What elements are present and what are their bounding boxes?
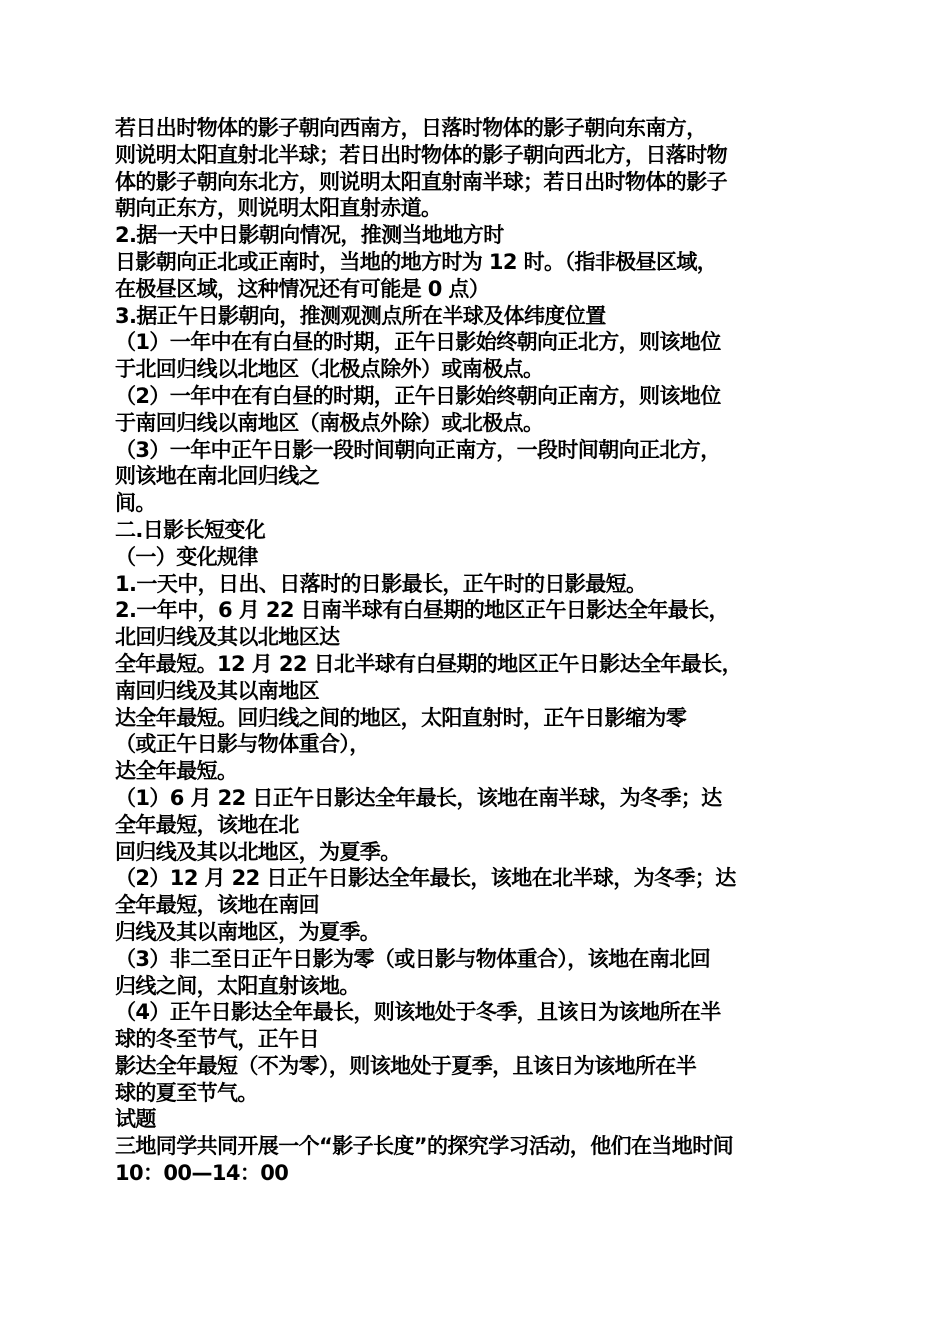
text-line: （1）6 月 22 日正午日影达全年最长，该地在南半球，为冬季；达 [115, 785, 722, 810]
text-line: （2）一年中在有白昼的时期，正午日影始终朝向正南方，则该地位 [115, 383, 721, 408]
text-line: 达全年最短。 [115, 759, 238, 784]
text-line: 二.日影长短变化 [115, 517, 266, 542]
text-line: 试题 [115, 1107, 156, 1132]
text-line: 朝向正东方，则说明太阳直射赤道。 [115, 196, 442, 221]
text-line: 则该地在南北回归线之 [115, 464, 319, 489]
text-line: （2）12 月 22 日正午日影达全年最长，该地在北半球，为冬季；达 [115, 866, 736, 891]
text-line: 10：00—14：00 [115, 1161, 289, 1186]
document-body [115, 115, 840, 1187]
text-line: 于南回归线以南地区（南极点外除）或北极点。 [115, 410, 544, 435]
text-line: 南回归线及其以南地区 [115, 678, 319, 703]
text-line: 回归线及其以北地区，为夏季。 [115, 839, 401, 864]
text-line: 全年最短，该地在南回 [115, 893, 319, 918]
text-line: 若日出时物体的影子朝向西南方，日落时物体的影子朝向东南方， [115, 116, 707, 140]
text-line: 归线及其以南地区，为夏季。 [115, 919, 381, 944]
text-line: 3.据正午日影朝向，推测观测点所在半球及体纬度位置 [115, 303, 606, 328]
text-line: 三地同学共同开展一个“影子长度”的探究学习活动，他们在当地时间 [115, 1134, 734, 1159]
text-line: （4）正午日影达全年最长，则该地处于冬季，且该日为该地所在半 [115, 1000, 721, 1025]
text-line: 日影朝向正北或正南时，当地的地方时为 12 时。（指非极昼区域， [115, 249, 718, 274]
text-line: 2.一年中，6 月 22 日南半球有白昼期的地区正午日影达全年最长， [115, 598, 729, 623]
text-line: 全年最短，该地在北 [115, 812, 299, 837]
text-line: 2.据一天中日影朝向情况，推测当地地方时 [115, 223, 504, 248]
text-line: 体的影子朝向东北方，则说明太阳直射南半球；若日出时物体的影子 [115, 169, 727, 194]
text-line: 于北回归线以北地区（北极点除外）或南极点。 [115, 357, 544, 382]
text-line: （3）非二至日正午日影为零（或日影与物体重合），该地在南北回 [115, 946, 711, 971]
text-line: （或正午日影与物体重合）， [115, 732, 370, 757]
text-line: （1）一年中在有白昼的时期，正午日影始终朝向正北方，则该地位 [115, 330, 721, 355]
text-line: 在极昼区域，这种情况还有可能是 0 点） [115, 276, 490, 301]
text-line: 达全年最短。回归线之间的地区，太阳直射时，正午日影缩为零 [115, 705, 687, 730]
text-line: 球的夏至节气。 [115, 1080, 258, 1105]
text-line: 则说明太阳直射北半球；若日出时物体的影子朝向西北方，日落时物 [115, 142, 727, 167]
text-line: （一）变化规律 [115, 544, 258, 569]
text-line: （3）一年中正午日影一段时间朝向正南方，一段时间朝向正北方， [115, 437, 721, 462]
text-line: 北回归线及其以北地区达 [115, 625, 340, 650]
text-line: 球的冬至节气，正午日 [115, 1027, 319, 1052]
text-line: 1.一天中，日出、日落时的日影最长，正午时的日影最短。 [115, 571, 647, 596]
text-line: 归线之间，太阳直射该地。 [115, 973, 360, 998]
text-line: 间。 [115, 491, 156, 516]
text-line: 影达全年最短（不为零），则该地处于夏季，且该日为该地所在半 [115, 1053, 697, 1078]
text-line: 全年最短。12 月 22 日北半球有白昼期的地区正午日影达全年最长， [115, 651, 742, 676]
